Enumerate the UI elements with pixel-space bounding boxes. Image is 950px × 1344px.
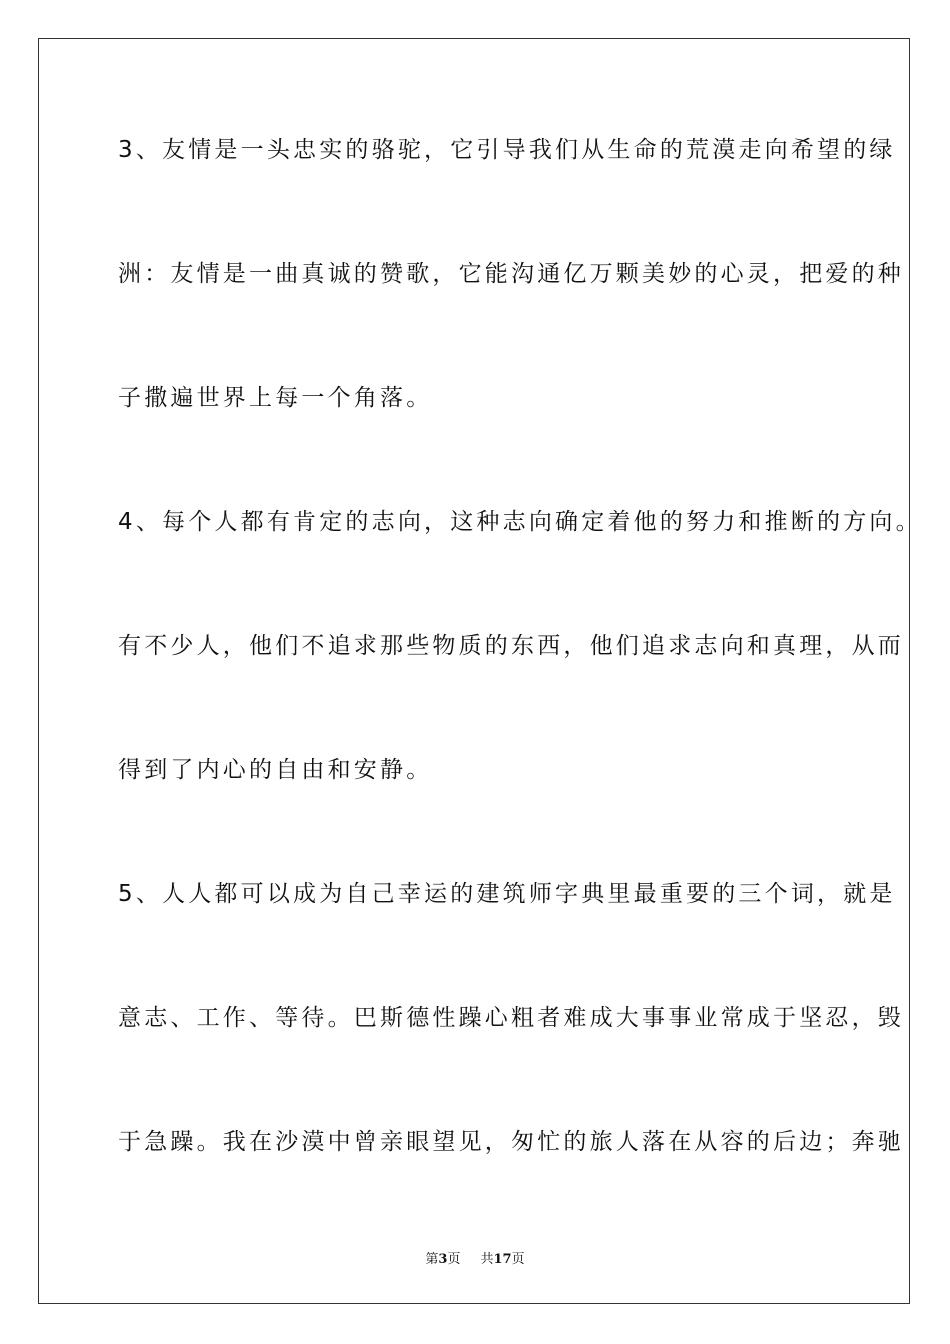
text-line-1: 3、友情是一头忠实的骆驼，它引导我们从生命的荒漠走向希望的绿 bbox=[118, 137, 896, 163]
total-suffix: 页 bbox=[511, 1252, 525, 1267]
page-suffix: 页 bbox=[447, 1252, 461, 1267]
page-border bbox=[38, 38, 922, 1304]
text-line-9: 于急躁。我在沙漠中曾亲眼望见，匆忙的旅人落在从容的后边；奔驰 bbox=[118, 1129, 904, 1155]
page-prefix: 第 bbox=[425, 1252, 439, 1267]
text-line-4: 4、每个人都有肯定的志向，这种志向确定着他的努力和推断的方向。 bbox=[118, 509, 922, 535]
page-footer bbox=[0, 1248, 950, 1267]
text-line-5: 有不少人，他们不追求那些物质的东西，他们追求志向和真理，从而 bbox=[118, 633, 904, 659]
current-page-number: 3 bbox=[438, 1252, 448, 1267]
text-line-3: 子撒遍世界上每一个角落。 bbox=[118, 385, 433, 411]
text-line-8: 意志、工作、等待。巴斯德性躁心粗者难成大事事业常成于坚忍，毁 bbox=[118, 1005, 904, 1031]
total-prefix: 共 bbox=[480, 1252, 494, 1267]
text-line-7: 5、人人都可以成为自己幸运的建筑师字典里最重要的三个词，就是 bbox=[118, 881, 896, 907]
text-line-2: 洲：友情是一曲真诚的赞歌，它能沟通亿万颗美妙的心灵，把爱的种 bbox=[118, 261, 904, 287]
text-line-6: 得到了内心的自由和安静。 bbox=[118, 757, 433, 783]
total-pages-number: 17 bbox=[493, 1252, 512, 1267]
